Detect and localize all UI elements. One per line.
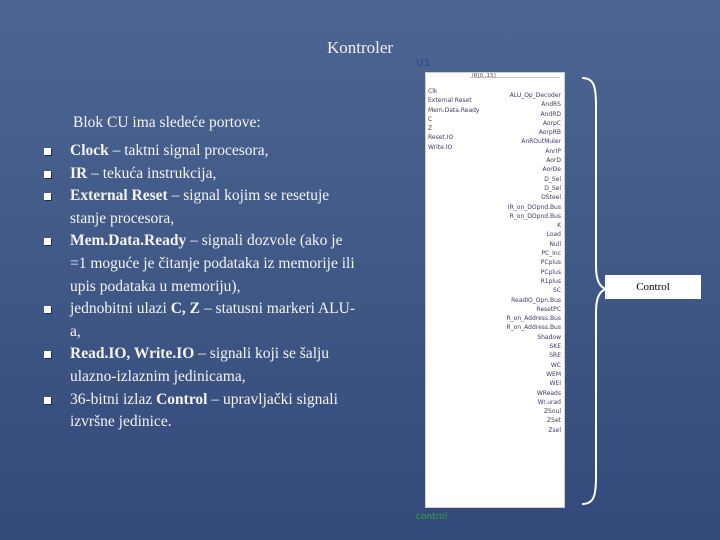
output-ports	[507, 91, 562, 435]
square-bullet-icon	[44, 193, 51, 200]
output-port-label: R_on_Address.Bus	[506, 315, 561, 323]
output-port-label: D_Sel	[544, 184, 561, 192]
port-description: – taktni signal procesora,	[108, 142, 269, 159]
input-port-label: C	[428, 115, 433, 123]
output-port-label: ALU_Op_Decoder	[509, 92, 561, 99]
port-description: – statusni markeri ALU-a,	[70, 300, 356, 340]
component-designator: U1	[416, 58, 431, 69]
port-description: – tekuća instrukcija,	[87, 164, 217, 182]
output-port-label: R1plus	[540, 277, 561, 285]
output-port-label: AorpRB	[538, 129, 561, 137]
output-port-label: AorpC	[542, 119, 561, 127]
output-port-label: D_Sel	[544, 175, 561, 183]
square-bullet-icon	[44, 351, 51, 358]
output-port-label: AndRD	[540, 110, 561, 118]
control-unit-block	[425, 72, 565, 508]
square-bullet-icon	[44, 306, 51, 313]
output-port-label: ResetPC	[536, 305, 561, 313]
port-description: – upravljački signali izvršne jedinice.	[70, 390, 338, 431]
list-item	[40, 230, 360, 298]
list-item	[40, 298, 360, 343]
output-port-label: AorDe	[542, 166, 561, 174]
input-port-label: Z	[428, 125, 433, 133]
output-port-label: Zsel	[548, 426, 561, 434]
intro-text: Blok CU ima sledeće portove:	[73, 114, 261, 131]
input-port-label: Reset.IO	[428, 134, 454, 142]
output-port-label: WReads	[536, 389, 561, 397]
slide-title: Kontroler	[326, 38, 394, 57]
output-port-label: ZSet	[547, 417, 561, 425]
output-port-label: AnROutMuler	[521, 138, 561, 146]
port-name: External Reset	[70, 187, 168, 205]
port-name: Control	[156, 390, 208, 408]
list-item	[40, 140, 360, 163]
bus-label: control	[416, 512, 448, 522]
port-description: – signali dozvole (ako je =1 moguće je čitanje podataka iz memorije ili upis podataka u memoriju),	[70, 232, 355, 295]
output-port-label: PCplus	[540, 268, 561, 276]
control-output-label: Control	[605, 275, 701, 299]
input-port-label: Write.IO	[428, 143, 453, 151]
port-prefix: jednobitni ulazi	[70, 300, 171, 318]
output-port-label: SC	[553, 287, 561, 295]
input-port-label: Mem.Data.Ready	[428, 106, 480, 114]
output-port-label: WC	[550, 361, 561, 369]
output-port-label: Shadow	[537, 333, 561, 341]
ir-bus-label: IR[0..15]	[472, 73, 496, 79]
output-port-label: IR_on_DOpnd.Bus	[507, 203, 561, 211]
square-bullet-icon	[44, 148, 51, 155]
output-port-label: ReadIO_Opn.Bus	[511, 296, 561, 304]
input-port-label: External Reset	[428, 97, 472, 105]
list-item	[40, 163, 360, 186]
port-description: – signal kojim se resetuje stanje procesora,	[70, 187, 330, 227]
port-name: Mem.Data.Ready	[70, 232, 187, 250]
port-prefix: 36-bitni izlaz	[70, 390, 157, 408]
port-name: IR	[70, 164, 88, 182]
input-ports	[428, 87, 479, 152]
output-port-label: R_on_Address.Bus	[506, 324, 561, 332]
output-port-label: WEI	[549, 380, 561, 388]
output-port-label: Load	[546, 231, 561, 239]
list-item	[40, 389, 360, 434]
output-port-label: PC_Inc	[541, 250, 561, 258]
port-name: C, Z	[170, 300, 201, 318]
output-port-label: ZSoul	[543, 408, 561, 416]
square-bullet-icon	[44, 171, 51, 178]
output-port-label: Null	[549, 240, 561, 248]
output-port-label: WEM	[546, 370, 561, 378]
port-list	[40, 140, 360, 434]
port-name: Clock	[70, 142, 109, 159]
square-bullet-icon	[44, 397, 51, 404]
list-item	[40, 185, 360, 230]
output-port-label: Wr.urad	[537, 398, 561, 406]
square-bullet-icon	[44, 238, 51, 245]
output-port-label: PCplus	[540, 259, 561, 267]
input-port-label: Clk	[428, 88, 438, 95]
output-port-label: R_on_DOpnd.Bus	[509, 212, 561, 220]
output-port-label: K	[557, 222, 561, 230]
output-port-label: AorD	[546, 157, 561, 165]
output-port-label: AnrIP	[545, 147, 561, 155]
port-name: Read.IO, Write.IO	[70, 345, 195, 363]
list-item	[40, 343, 360, 388]
port-description: – signali koji se šalju ulazno-izlaznim jedinicama,	[70, 345, 330, 385]
output-port-label: AndRS	[541, 101, 561, 109]
output-port-label: SRE	[549, 352, 561, 360]
output-port-label: SKE	[549, 343, 561, 351]
output-port-label: OSteel	[541, 194, 561, 202]
